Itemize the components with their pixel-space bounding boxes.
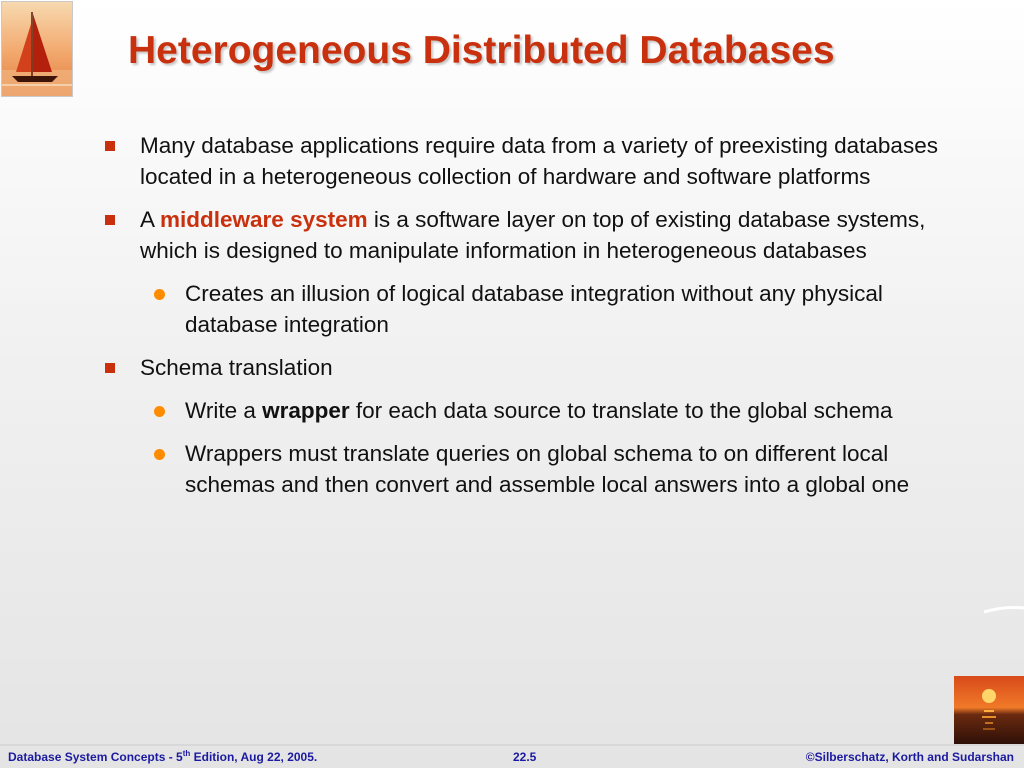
slide-title: Heterogeneous Distributed Databases xyxy=(128,29,835,72)
footer-divider xyxy=(0,744,1024,746)
square-bullet-icon xyxy=(105,141,115,151)
decorative-wave-icon xyxy=(984,600,1024,624)
sub-bullet-text: Creates an illusion of logical database integration without any physical database integration xyxy=(185,281,883,337)
square-bullet-icon xyxy=(105,215,115,225)
slide-footer xyxy=(0,748,1024,768)
dot-bullet-icon xyxy=(154,449,165,460)
bullet-text: Schema translation xyxy=(140,355,333,380)
sunset-logo-icon xyxy=(954,676,1024,746)
dot-bullet-icon xyxy=(154,406,165,417)
footer-edition-date: Edition, Aug 22, 2005. xyxy=(190,750,318,764)
middleware-system-term: middleware system xyxy=(160,207,368,232)
bullet-item xyxy=(100,130,950,192)
slide-content xyxy=(100,130,950,512)
bullet-text-suffix: is a software layer on top of existing database systems, which is designed to manipulate information in heterogeneous databases xyxy=(140,207,926,263)
footer-edition-sup: th xyxy=(182,749,191,758)
bullet-text-prefix: A xyxy=(140,207,161,232)
wrapper-term: wrapper xyxy=(262,398,350,423)
sub-bullet-text-suffix: for each data source to translate to the global schema xyxy=(349,398,893,423)
footer-book-info xyxy=(8,750,317,764)
bullet-item xyxy=(100,204,950,266)
sub-bullet-item xyxy=(100,395,950,426)
dot-bullet-icon xyxy=(154,289,165,300)
sub-bullet-item xyxy=(100,278,950,340)
sub-bullet-text: Wrappers must translate queries on global schema to on different local schemas and then convert and assemble local answers into a global one xyxy=(185,441,910,497)
footer-book-title: Database System Concepts - 5 xyxy=(8,750,183,764)
copyright-notice: ©Silberschatz, Korth and Sudarshan xyxy=(805,750,1014,764)
bullet-text: Many database applications require data from a variety of preexisting databases located in a heterogeneous collection of hardware and software platforms xyxy=(140,133,938,189)
bullet-item xyxy=(100,352,950,383)
page-number: 22.5 xyxy=(513,750,537,764)
sub-bullet-text-prefix: Write a xyxy=(185,398,263,423)
sub-bullet-item xyxy=(100,438,950,500)
sailboat-logo-icon xyxy=(1,1,73,97)
square-bullet-icon xyxy=(105,363,115,373)
